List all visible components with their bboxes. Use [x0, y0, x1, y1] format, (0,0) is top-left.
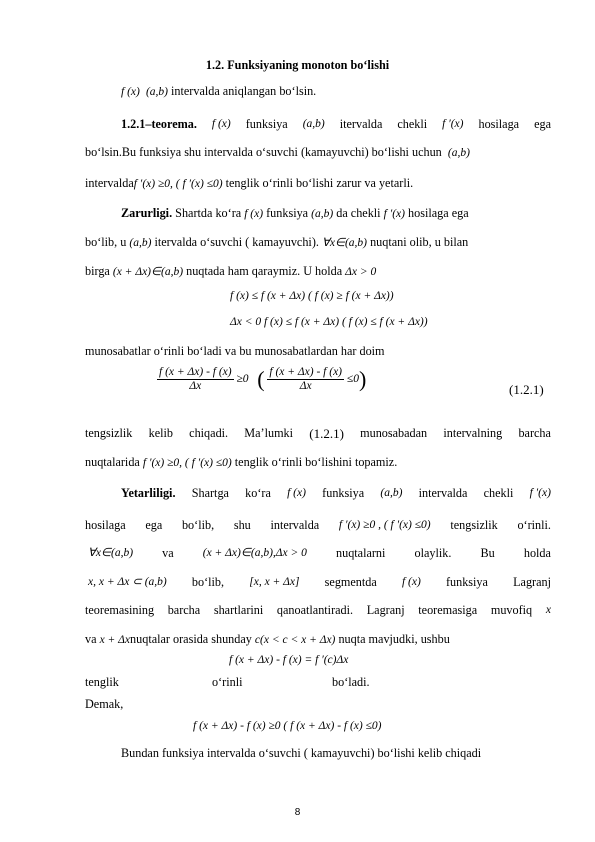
math-condition: Δx > 0 [345, 266, 377, 278]
text: munosabadan [360, 426, 428, 440]
theorem-line [121, 117, 551, 132]
text: ega [145, 518, 163, 532]
relation: ≤0 [346, 373, 359, 386]
proof-label: Yetarliligi. [121, 486, 176, 500]
text: birga [85, 264, 113, 278]
text: itervalda o‘suvchi ( kamayuvchi). [151, 235, 322, 249]
text: holda [523, 546, 551, 560]
text: shu [233, 518, 251, 532]
math-x: x [545, 604, 551, 616]
paragraph-line [88, 546, 551, 561]
paragraph-line [85, 145, 470, 161]
text: chiqadi. [189, 426, 229, 440]
text: va [162, 546, 174, 560]
text: tenglik [85, 675, 119, 689]
math-derivative: f ′(x) [442, 118, 464, 130]
paragraph-line [85, 235, 468, 251]
denominator: Δx [299, 380, 312, 392]
paragraph-line [121, 486, 551, 501]
text: nuqtalar orasida shunday [130, 632, 255, 646]
text: funksiya [445, 575, 488, 589]
page-number: 8 [294, 807, 301, 818]
math-f: f (x) [211, 118, 231, 130]
text: teoremasiga [418, 603, 478, 617]
text: funksiya [322, 486, 365, 500]
equation-ref: (1.2.1) [309, 426, 344, 441]
fraction [267, 366, 344, 393]
text: bo‘lib, [191, 575, 225, 589]
text: chekli [483, 486, 514, 500]
math-condition: f ′(x) ≥0 , ( f ′(x) ≤0) [338, 519, 431, 531]
paragraph-line [121, 206, 469, 222]
equation-1-2-1 [157, 366, 366, 393]
math-interval: (a,b) [311, 208, 334, 220]
math-interval: (a,b) [380, 487, 403, 499]
math-interval: (a,b) [145, 86, 168, 98]
text: hosilaga [478, 117, 520, 131]
text: kelib [148, 426, 173, 440]
paragraph-line [85, 426, 551, 441]
math-derivative: f ′(x) [383, 208, 405, 220]
denominator: Δx [189, 380, 202, 392]
text: intervalning [443, 426, 503, 440]
text: barcha [167, 603, 201, 617]
text: nuqtalarida [85, 455, 143, 469]
paragraph-line [85, 176, 413, 192]
text: segmentda [324, 575, 377, 589]
text: tengsizlik [450, 518, 498, 532]
text: bo‘ladi. [332, 675, 370, 689]
paragraph-line [85, 603, 551, 618]
text: tenglik o‘rinli bo‘lishi zarur va yetarli. [222, 176, 414, 190]
text: Bu [480, 546, 495, 560]
text: bo‘lib, [181, 518, 215, 532]
text: intervalda [418, 486, 468, 500]
text: nuqtani olib, u bilan [367, 235, 469, 249]
math-condition: f ′(x) ≥0, ( f ′(x) ≤0) [133, 178, 223, 190]
text: tenglik o‘rinli bo‘lishini topamiz. [231, 455, 398, 469]
paragraph-line [85, 675, 370, 690]
text: teoremasining [85, 603, 155, 617]
paragraph-line [121, 84, 316, 100]
fraction [157, 366, 234, 393]
text: Lagranj [366, 603, 405, 617]
paragraph-line [85, 518, 551, 533]
text: chekli [397, 117, 428, 131]
text: hosilaga [85, 518, 126, 532]
paragraph-line [88, 575, 551, 590]
text: itervalda [339, 117, 383, 131]
text: bo‘lsin.Bu funksiya shu intervalda o‘suvchi (kamayuvchi) bo‘lishi uchun [85, 145, 442, 159]
paragraph-line: munosabatlar o‘rinli bo‘ladi va bu munosabatlardan har doim [85, 344, 385, 358]
math-f: f (x) [244, 208, 264, 220]
math-point-c: c(x < c < x + Δx) [254, 634, 336, 646]
math-derivative: f ′(x) [529, 487, 551, 499]
math-interval: (a,b) [447, 147, 470, 159]
text: intervalda aniqlangan bo‘lsin. [167, 84, 317, 98]
text: ko‘ra [245, 486, 271, 500]
theorem-label: 1.2.1–teorema. [121, 117, 197, 131]
text: hosilaga ega [404, 206, 469, 220]
bracket: ( [257, 366, 265, 392]
paragraph-line [85, 632, 450, 648]
text: muvofiq [490, 603, 533, 617]
paragraph-line [85, 264, 376, 280]
paragraph-line: Demak, [85, 697, 124, 711]
relation: ≥0 [236, 373, 249, 386]
text: qanoatlantiradi. [276, 603, 354, 617]
paragraph-line [85, 455, 397, 471]
text: shartlarini [213, 603, 264, 617]
text: ega [534, 117, 551, 131]
text: tengsizlik [85, 426, 133, 440]
text: Shartga [191, 486, 229, 500]
text: barcha [518, 426, 551, 440]
numerator: f (x + Δx) - f (x) [159, 366, 232, 378]
text: nuqta mavjudki, ushbu [335, 632, 450, 646]
math-interval: (a,b) [302, 118, 325, 130]
equation-result: f (x + Δx) - f (x) ≥0 ( f (x + Δx) - f (x) ≤0) [193, 720, 382, 732]
equation-2: Δx < 0 f (x) ≤ f (x + Δx) ( f (x) ≤ f (x + Δx)) [230, 316, 428, 328]
paragraph-line: Bundan funksiya intervalda o‘suvchi ( kamayuvchi) bo‘lishi kelib chiqadi [121, 746, 482, 760]
proof-label: Zarurligi. [121, 206, 173, 220]
math-f: f (x) [401, 576, 421, 588]
text: o‘rinli. [517, 518, 551, 532]
text: intervalda [270, 518, 320, 532]
math-subset: x, x + Δx ⊂ (a,b) [88, 576, 167, 588]
numerator: f (x + Δx) - f (x) [269, 366, 343, 378]
text: Shartda ko‘ra [172, 206, 245, 220]
math-point: x + Δx [99, 634, 131, 646]
text: funksiya [245, 117, 288, 131]
text: da chekli [333, 206, 384, 220]
math-f: f (x) [287, 487, 306, 499]
equation-lagrange: f (x + Δx) - f (x) = f ′(c)Δx [229, 654, 349, 666]
text: Ma’lumki [244, 426, 294, 440]
text: o‘rinli [212, 675, 243, 689]
text: olaylik. [414, 546, 452, 560]
text: va [85, 632, 100, 646]
math-membership: (x + Δx)∈(a,b) [112, 266, 184, 278]
text: intervalda [85, 176, 134, 190]
math-segment: [x, x + Δx] [249, 576, 300, 588]
math-f: f (x) [121, 86, 140, 98]
math-forall: ∀x∈(a,b) [88, 547, 134, 559]
math-condition: f ′(x) ≥0, ( f ′(x) ≤0) [142, 457, 232, 469]
text: nuqtada ham qaraymiz. U holda [183, 264, 346, 278]
text: Lagranj [513, 575, 551, 589]
bracket: ) [358, 366, 367, 392]
text: bo‘lib, u [85, 235, 130, 249]
text: funksiya [263, 206, 312, 220]
math-forall: ∀x∈(a,b) [321, 237, 368, 249]
equation-tag: (1.2.1) [509, 382, 544, 397]
equation-1: f (x) ≤ f (x + Δx) ( f (x) ≥ f (x + Δx)) [230, 290, 394, 302]
math-membership: (x + Δx)∈(a,b),Δx > 0 [202, 547, 307, 559]
section-title: 1.2. Funksiyaning monoton bo‘lishi [205, 58, 390, 72]
text: nuqtalarni [336, 546, 386, 560]
math-interval: (a,b) [129, 237, 152, 249]
